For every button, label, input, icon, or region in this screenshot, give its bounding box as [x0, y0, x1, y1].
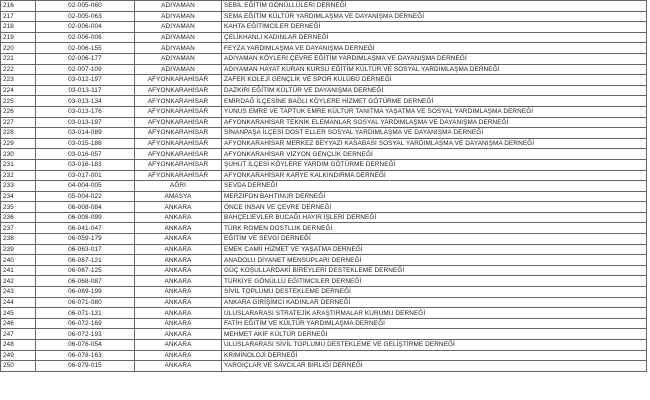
- province: ANKARA: [135, 350, 222, 361]
- association-name: GÜÇ KOŞULLARDAKİ BİREYLERİ DESTEKLEME DERNEĞİ: [222, 265, 647, 276]
- row-number: 218: [1, 22, 36, 33]
- province: AFYONKARAHİSAR: [135, 106, 222, 117]
- registry-code: 06-072-169: [36, 318, 135, 329]
- registry-code: 02-005-063: [36, 11, 135, 22]
- registry-code: 03-015-186: [36, 138, 135, 149]
- association-name: SEVDA DERNEĞİ: [222, 181, 647, 192]
- province: ANKARA: [135, 308, 222, 319]
- province: AFYONKARAHİSAR: [135, 128, 222, 139]
- province: ANKARA: [135, 212, 222, 223]
- registry-code: 06-076-054: [36, 340, 135, 351]
- association-name: AFYONKARAHİSAR KARYE KALKINDIRMA DERNEĞİ: [222, 170, 647, 181]
- registry-code: 02-006-177: [36, 53, 135, 64]
- row-number: 250: [1, 361, 36, 372]
- province: ANKARA: [135, 265, 222, 276]
- registry-code: 06-008-084: [36, 202, 135, 213]
- registry-code: 03-016-057: [36, 149, 135, 160]
- table-body: [1, 1, 647, 372]
- table-row: [1, 234, 647, 245]
- province: AFYONKARAHİSAR: [135, 159, 222, 170]
- province: ADIYAMAN: [135, 32, 222, 43]
- province: AMASYA: [135, 191, 222, 202]
- province: AFYONKARAHİSAR: [135, 96, 222, 107]
- row-number: 217: [1, 11, 36, 22]
- association-name: SEMA EĞİTİM KÜLTÜR YARDIMLAŞMA VE DAYANIŞMA DERNEĞİ: [222, 11, 647, 22]
- table-row: [1, 340, 647, 351]
- registry-code: 03-013-197: [36, 117, 135, 128]
- association-name: AFYONKARAHİSAR TEKNİK ELEMANLAR SOSYAL YARDIMLAŞMA VE DAYANIŞMA DERNEĞİ: [222, 117, 647, 128]
- association-name: KAHTA EĞİTİMCİLER DERNEĞİ: [222, 22, 647, 33]
- table-row: [1, 297, 647, 308]
- table-row: [1, 75, 647, 86]
- registry-code: 06-063-017: [36, 244, 135, 255]
- row-number: 231: [1, 159, 36, 170]
- table-row: [1, 350, 647, 361]
- registry-code: 03-014-089: [36, 128, 135, 139]
- association-name: FATİH EĞİTİM VE KÜLTÜR YARDIMLAŞMA DERNEĞİ: [222, 318, 647, 329]
- row-number: 245: [1, 308, 36, 319]
- province: ANKARA: [135, 202, 222, 213]
- province: AĞRI: [135, 181, 222, 192]
- table-row: [1, 117, 647, 128]
- table-row: [1, 244, 647, 255]
- registry-code: 06-041-047: [36, 223, 135, 234]
- association-name: SEBİL EĞİTİM GÖNÜLLÜLERİ DERNEĞİ: [222, 1, 647, 12]
- province: AFYONKARAHİSAR: [135, 149, 222, 160]
- association-name: EMEK CAMİİ HİZMET VE YAŞATMA DERNEĞİ: [222, 244, 647, 255]
- row-number: 244: [1, 297, 36, 308]
- row-number: 243: [1, 287, 36, 298]
- table-row: [1, 223, 647, 234]
- row-number: 227: [1, 117, 36, 128]
- table-row: [1, 202, 647, 213]
- association-name: MEHMET AKİF KÜLTÜR DERNEĞİ: [222, 329, 647, 340]
- table-row: [1, 329, 647, 340]
- province: AFYONKARAHİSAR: [135, 170, 222, 181]
- province: ADIYAMAN: [135, 43, 222, 54]
- row-number: 248: [1, 340, 36, 351]
- province: AFYONKARAHİSAR: [135, 138, 222, 149]
- registry-code: 06-067-125: [36, 265, 135, 276]
- association-name: BAHÇELİEVLER BUCAĞI HAYIR İŞLERİ DERNEĞİ: [222, 212, 647, 223]
- row-number: 241: [1, 265, 36, 276]
- row-number: 232: [1, 170, 36, 181]
- association-name: TÜRKİYE GÖNÜLLÜ EĞİTİMCİLER DERNEĞİ: [222, 276, 647, 287]
- association-name: ADIYAMAN KÖYLERİ ÇEVRE EĞİTİM YARDIMLAŞMA VE DAYANIŞMA DERNEĞİ: [222, 53, 647, 64]
- province: ADIYAMAN: [135, 64, 222, 75]
- registry-code: 05-004-022: [36, 191, 135, 202]
- table-row: [1, 128, 647, 139]
- registry-code: 04-004-005: [36, 181, 135, 192]
- association-name: YARGIÇLAR VE SAVCILAR BİRLİĞİ DERNEĞİ: [222, 361, 647, 372]
- table-row: [1, 138, 647, 149]
- registry-code: 06-071-131: [36, 308, 135, 319]
- association-name: ANADOLU DİYANET MENSUPLARI DERNEĞİ: [222, 255, 647, 266]
- province: AFYONKARAHİSAR: [135, 75, 222, 86]
- association-name: SİNANPAŞA İLÇESİ DOST ELLER SOSYAL YARDIMLAŞMA VE DAYANIŞMA DERNEĞİ: [222, 128, 647, 139]
- row-number: 238: [1, 234, 36, 245]
- table-row: [1, 85, 647, 96]
- row-number: 225: [1, 96, 36, 107]
- row-number: 226: [1, 106, 36, 117]
- table-row: [1, 318, 647, 329]
- association-name: ADIYAMAN HAYAT KURAN KURSU EĞİTİM KÜLTÜR VE SOSYAL YARDIMLAŞMA DERNEĞİ: [222, 64, 647, 75]
- row-number: 237: [1, 223, 36, 234]
- association-name: TÜRK ROMEN DOSTLUK DERNEĞİ: [222, 223, 647, 234]
- province: ADIYAMAN: [135, 22, 222, 33]
- province: ADIYAMAN: [135, 1, 222, 12]
- row-number: 234: [1, 191, 36, 202]
- association-name: ULUSLARARASI STRATEJİK ARAŞTIRMALAR KURUMU DERNEĞİ: [222, 308, 647, 319]
- registry-code: 06-068-087: [36, 276, 135, 287]
- registry-code: 03-013-134: [36, 96, 135, 107]
- association-name: DAZKIRI EĞİTİM KÜLTÜR VE DAYANIŞMA DERNEĞİ: [222, 85, 647, 96]
- row-number: 223: [1, 75, 36, 86]
- registry-code: 06-008-099: [36, 212, 135, 223]
- table-row: [1, 149, 647, 160]
- province: ANKARA: [135, 223, 222, 234]
- table-row: [1, 212, 647, 223]
- association-name: AFYONKARAHİSAR MERKEZ BEYYAZI KASABASI SOSYAL YARDIMLAŞMA VE DAYANIŞMA DERNEĞİ: [222, 138, 647, 149]
- association-name: ULUSLARARASI SİVİL TOPLUMU DESTEKLEME VE GELİŞTİRME DERNEĞİ: [222, 340, 647, 351]
- province: ANKARA: [135, 318, 222, 329]
- association-name: MERZİFON BAHTINUR DERNEĞİ: [222, 191, 647, 202]
- registry-code: 03-017-001: [36, 170, 135, 181]
- association-name: EĞİTİM VE SEVGİ DERNEĞİ: [222, 234, 647, 245]
- association-name: ŞUHUT İLÇESİ KÖYLERE YARDIM GÖTÜRME DERNEĞİ: [222, 159, 647, 170]
- province: ANKARA: [135, 361, 222, 372]
- association-name: EMİRDAĞ İLÇESİNE BAĞLI KÖYLERE HİZMET GÖTÜRME DERNEĞİ: [222, 96, 647, 107]
- table-row: [1, 181, 647, 192]
- province: ANKARA: [135, 340, 222, 351]
- table-row: [1, 159, 647, 170]
- province: ANKARA: [135, 329, 222, 340]
- row-number: 224: [1, 85, 36, 96]
- table-row: [1, 265, 647, 276]
- province: ANKARA: [135, 255, 222, 266]
- row-number: 242: [1, 276, 36, 287]
- registry-code: 02-006-004: [36, 22, 135, 33]
- province: ADIYAMAN: [135, 11, 222, 22]
- table-row: [1, 276, 647, 287]
- association-name: YUNUS EMRE VE TAPTUK EMRE KÜLTÜR TANITMA YAŞATMA VE SOSYAL YARDIMLAŞMA DERNEĞİ: [222, 106, 647, 117]
- registry-code: 02-005-060: [36, 1, 135, 12]
- province: ANKARA: [135, 287, 222, 298]
- registry-code: 02-006-006: [36, 32, 135, 43]
- table-row: [1, 96, 647, 107]
- row-number: 235: [1, 202, 36, 213]
- table-row: [1, 22, 647, 33]
- registry-code: 03-012-197: [36, 75, 135, 86]
- registry-code: 06-079-015: [36, 361, 135, 372]
- association-name: AFYONKARAHİSAR VİZYON GENÇLİK DERNEĞİ: [222, 149, 647, 160]
- row-number: 240: [1, 255, 36, 266]
- table-row: [1, 170, 647, 181]
- row-number: 219: [1, 32, 36, 43]
- association-name: KRİMİNOLOJİ DERNEĞİ: [222, 350, 647, 361]
- registry-code: 03-016-183: [36, 159, 135, 170]
- table-row: [1, 43, 647, 54]
- row-number: 220: [1, 43, 36, 54]
- row-number: 222: [1, 64, 36, 75]
- registry-code: 02-006-155: [36, 43, 135, 54]
- row-number: 249: [1, 350, 36, 361]
- association-name: FEYZA YARDIMLAŞMA VE DAYANIŞMA DERNEĞİ: [222, 43, 647, 54]
- province: ANKARA: [135, 234, 222, 245]
- table-row: [1, 32, 647, 43]
- province: ANKARA: [135, 276, 222, 287]
- row-number: 247: [1, 329, 36, 340]
- association-name: ÇELİKHANLI KADINLAR DERNEĞİ: [222, 32, 647, 43]
- association-name: ÖNCE İNSAN VE ÇEVRE DERNEĞİ: [222, 202, 647, 213]
- table-row: [1, 11, 647, 22]
- table-row: [1, 53, 647, 64]
- association-name: SİVİL TOPLUMU DESTEKLEME DERNEĞİ: [222, 287, 647, 298]
- table-row: [1, 191, 647, 202]
- province: ADIYAMAN: [135, 53, 222, 64]
- row-number: 233: [1, 181, 36, 192]
- row-number: 221: [1, 53, 36, 64]
- table-row: [1, 1, 647, 12]
- table-row: [1, 308, 647, 319]
- registry-code: 03-013-176: [36, 106, 135, 117]
- province: ANKARA: [135, 244, 222, 255]
- row-number: 229: [1, 138, 36, 149]
- registry-code: 06-072-193: [36, 329, 135, 340]
- registry-code: 06-067-121: [36, 255, 135, 266]
- registry-code: 06-059-179: [36, 234, 135, 245]
- registry-code: 02-007-109: [36, 64, 135, 75]
- province: ANKARA: [135, 297, 222, 308]
- row-number: 216: [1, 1, 36, 12]
- row-number: 230: [1, 149, 36, 160]
- association-name: ANKARA GİRİŞİMCİ KADINLAR DERNEĞİ: [222, 297, 647, 308]
- table-row: [1, 361, 647, 372]
- row-number: 239: [1, 244, 36, 255]
- registry-code: 06-078-163: [36, 350, 135, 361]
- table-row: [1, 106, 647, 117]
- row-number: 236: [1, 212, 36, 223]
- row-number: 246: [1, 318, 36, 329]
- association-name: ZAFER KOLEJİ GENÇLİK VE SPOR KULÜBÜ DERNEĞİ: [222, 75, 647, 86]
- province: AFYONKARAHİSAR: [135, 117, 222, 128]
- registry-code: 03-013-117: [36, 85, 135, 96]
- row-number: 228: [1, 128, 36, 139]
- table-row: [1, 64, 647, 75]
- table-row: [1, 287, 647, 298]
- registry-code: 06-071-080: [36, 297, 135, 308]
- table-row: [1, 255, 647, 266]
- registry-code: 06-069-199: [36, 287, 135, 298]
- province: AFYONKARAHİSAR: [135, 85, 222, 96]
